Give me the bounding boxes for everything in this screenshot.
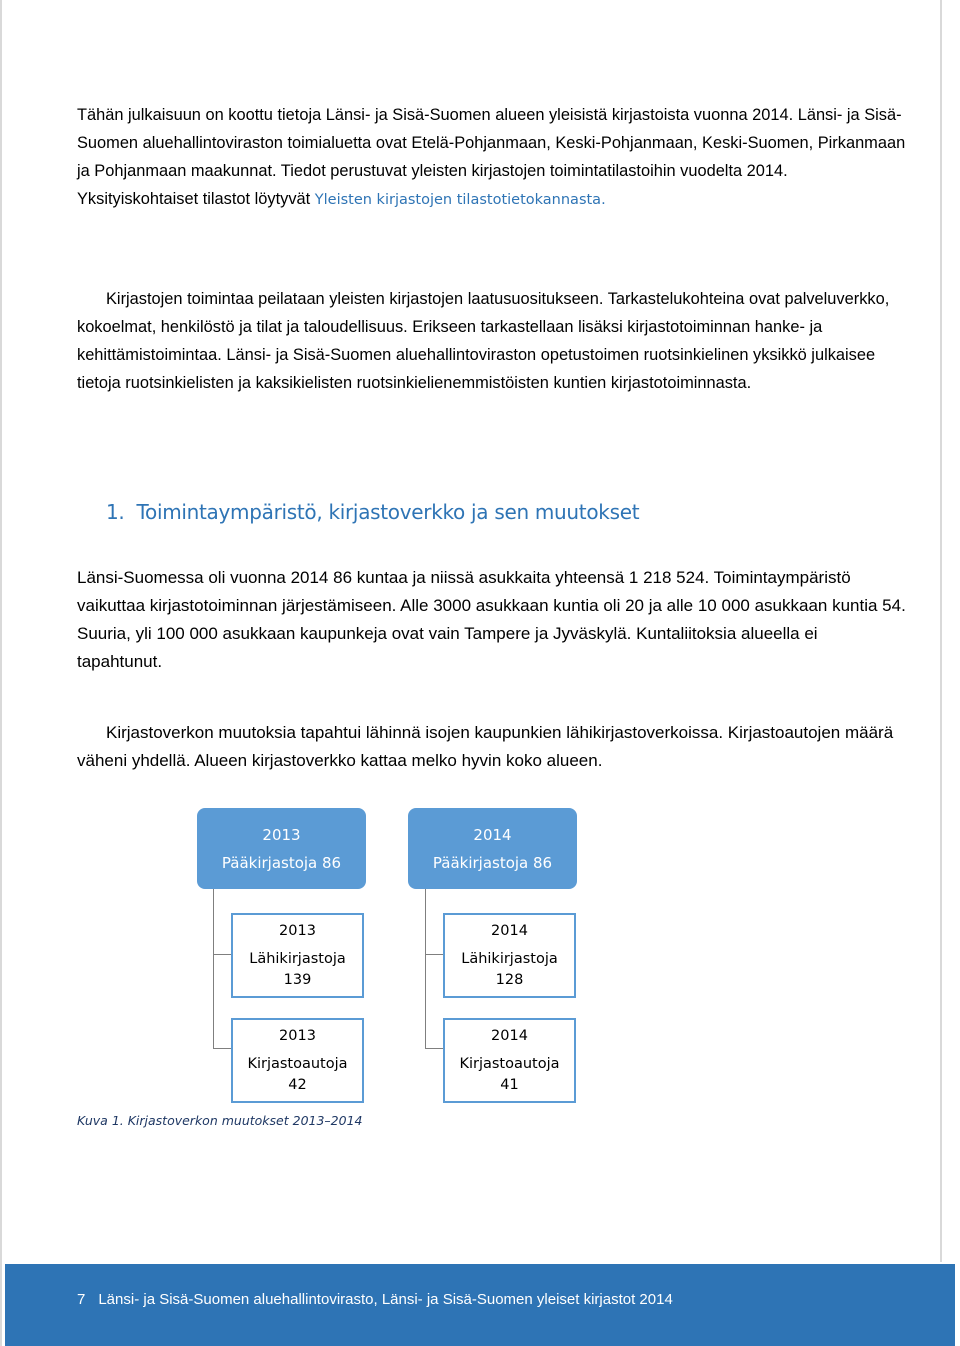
branch-libraries-2014-value: 128 [495, 971, 524, 988]
environment-paragraph [77, 564, 907, 676]
network-paragraph [77, 719, 907, 775]
statistics-database-link[interactable]: Yleisten kirjastojen tilastotietokannasta. [314, 192, 606, 208]
main-libraries-2014-year: 2014 [473, 825, 512, 844]
mobile-libraries-2014-year: 2014 [491, 1027, 528, 1044]
footer-text-line [77, 1291, 673, 1308]
branch-libraries-2013-value: 139 [283, 971, 312, 988]
branch-libraries-2014-box [443, 913, 576, 998]
main-libraries-2013-box [197, 808, 366, 889]
footer-title: Länsi- ja Sisä-Suomen aluehallintovirasto, Länsi- ja Sisä-Suomen yleiset kirjastot 2014 [98, 1291, 673, 1308]
connector-2014-mobile [425, 1048, 443, 1049]
mobile-libraries-2014-box [443, 1018, 576, 1103]
mobile-libraries-2013-year: 2013 [279, 1027, 316, 1044]
connector-2013-vertical [213, 889, 214, 1048]
page-border-left [0, 0, 2, 1346]
intro-paragraph [77, 101, 907, 214]
branch-libraries-2014-year: 2014 [491, 922, 528, 939]
quality-paragraph [77, 285, 907, 397]
branch-libraries-2014-label: Lähikirjastoja [461, 950, 558, 967]
environment-text: Länsi-Suomessa oli vuonna 2014 86 kuntaa ja niissä asukkaita yhteensä 1 218 524. Toimintaympäristö vaikuttaa kirjastotoiminnan järjestämiseen. Alle 3000 asukkaan kuntia oli 20 ja alle 10 000 asukkaan kuntia 54. Suuria, yli 100 000 asukkaan kaupunkeja ovat vain Tampere ja Jyväskylä. Kuntaliitoksia alueella ei tapahtunut. [77, 568, 906, 671]
mobile-libraries-2013-label: Kirjastoautoja [247, 1055, 348, 1072]
connector-2014-vertical [425, 889, 426, 1048]
connector-2013-mobile [213, 1048, 231, 1049]
section-number: 1. [106, 500, 125, 524]
page-number: 7 [77, 1291, 86, 1308]
quality-text: Kirjastojen toimintaa peilataan yleisten kirjastojen laatusuositukseen. Tarkastelukohteina ovat palveluverkko, kokoelmat, henkilöstö ja tilat ja taloudellisuus. Erikseen tarkastellaan lisäksi kirjastotoiminnan hanke- ja kehittämistoimintaa. Länsi- ja Sisä-Suomen aluehallintoviraston opetustoimen ruotsinkielinen yksikkö julkaisee tietoja ruotsinkielisten ja kaksikielisten ruotsinkielienemmistöisten kuntien kirjastotoiminnasta. [77, 290, 890, 392]
branch-libraries-2013-year: 2013 [279, 922, 316, 939]
connector-2014-branch [425, 954, 443, 955]
network-text: Kirjastoverkon muutoksia tapahtui lähinnä isojen kaupunkien lähikirjastoverkoissa. Kirjastoautojen määrä väheni yhdellä. Alueen kirjastoverkko kattaa melko hyvin koko alueen. [77, 723, 894, 770]
intro-text: Tähän julkaisuun on koottu tietoja Länsi- ja Sisä-Suomen alueen yleisistä kirjastoista vuonna 2014. Länsi- ja Sisä-Suomen aluehallintoviraston toimialuetta ovat Etelä-Pohjanmaan, Keski-Pohjanmaan, Keski-Suomen, Pirkanmaan ja Pohjanmaan maakunnat. Tiedot perustuvat yleisten kirjastojen toimintatilastoihin vuodelta 2014. Yksityiskohtaiset tilastot löytyvät [77, 106, 906, 208]
mobile-libraries-2013-box [231, 1018, 364, 1103]
mobile-libraries-2013-value: 42 [288, 1076, 307, 1093]
section-heading [106, 500, 639, 524]
mobile-libraries-2014-value: 41 [500, 1076, 519, 1093]
page-border-right [940, 0, 942, 1262]
main-libraries-2014-label: Pääkirjastoja 86 [432, 853, 553, 872]
mobile-libraries-2014-label: Kirjastoautoja [459, 1055, 560, 1072]
page-footer [5, 1264, 955, 1346]
figure-caption: Kuva 1. Kirjastoverkon muutokset 2013–2014 [77, 1113, 363, 1128]
branch-libraries-2013-label: Lähikirjastoja [249, 950, 346, 967]
branch-libraries-2013-box [231, 913, 364, 998]
connector-2013-branch [213, 954, 231, 955]
main-libraries-2013-label: Pääkirjastoja 86 [221, 853, 342, 872]
main-libraries-2014-box [408, 808, 577, 889]
section-title: Toimintaympäristö, kirjastoverkko ja sen muutokset [136, 500, 640, 524]
main-libraries-2013-year: 2013 [262, 825, 301, 844]
